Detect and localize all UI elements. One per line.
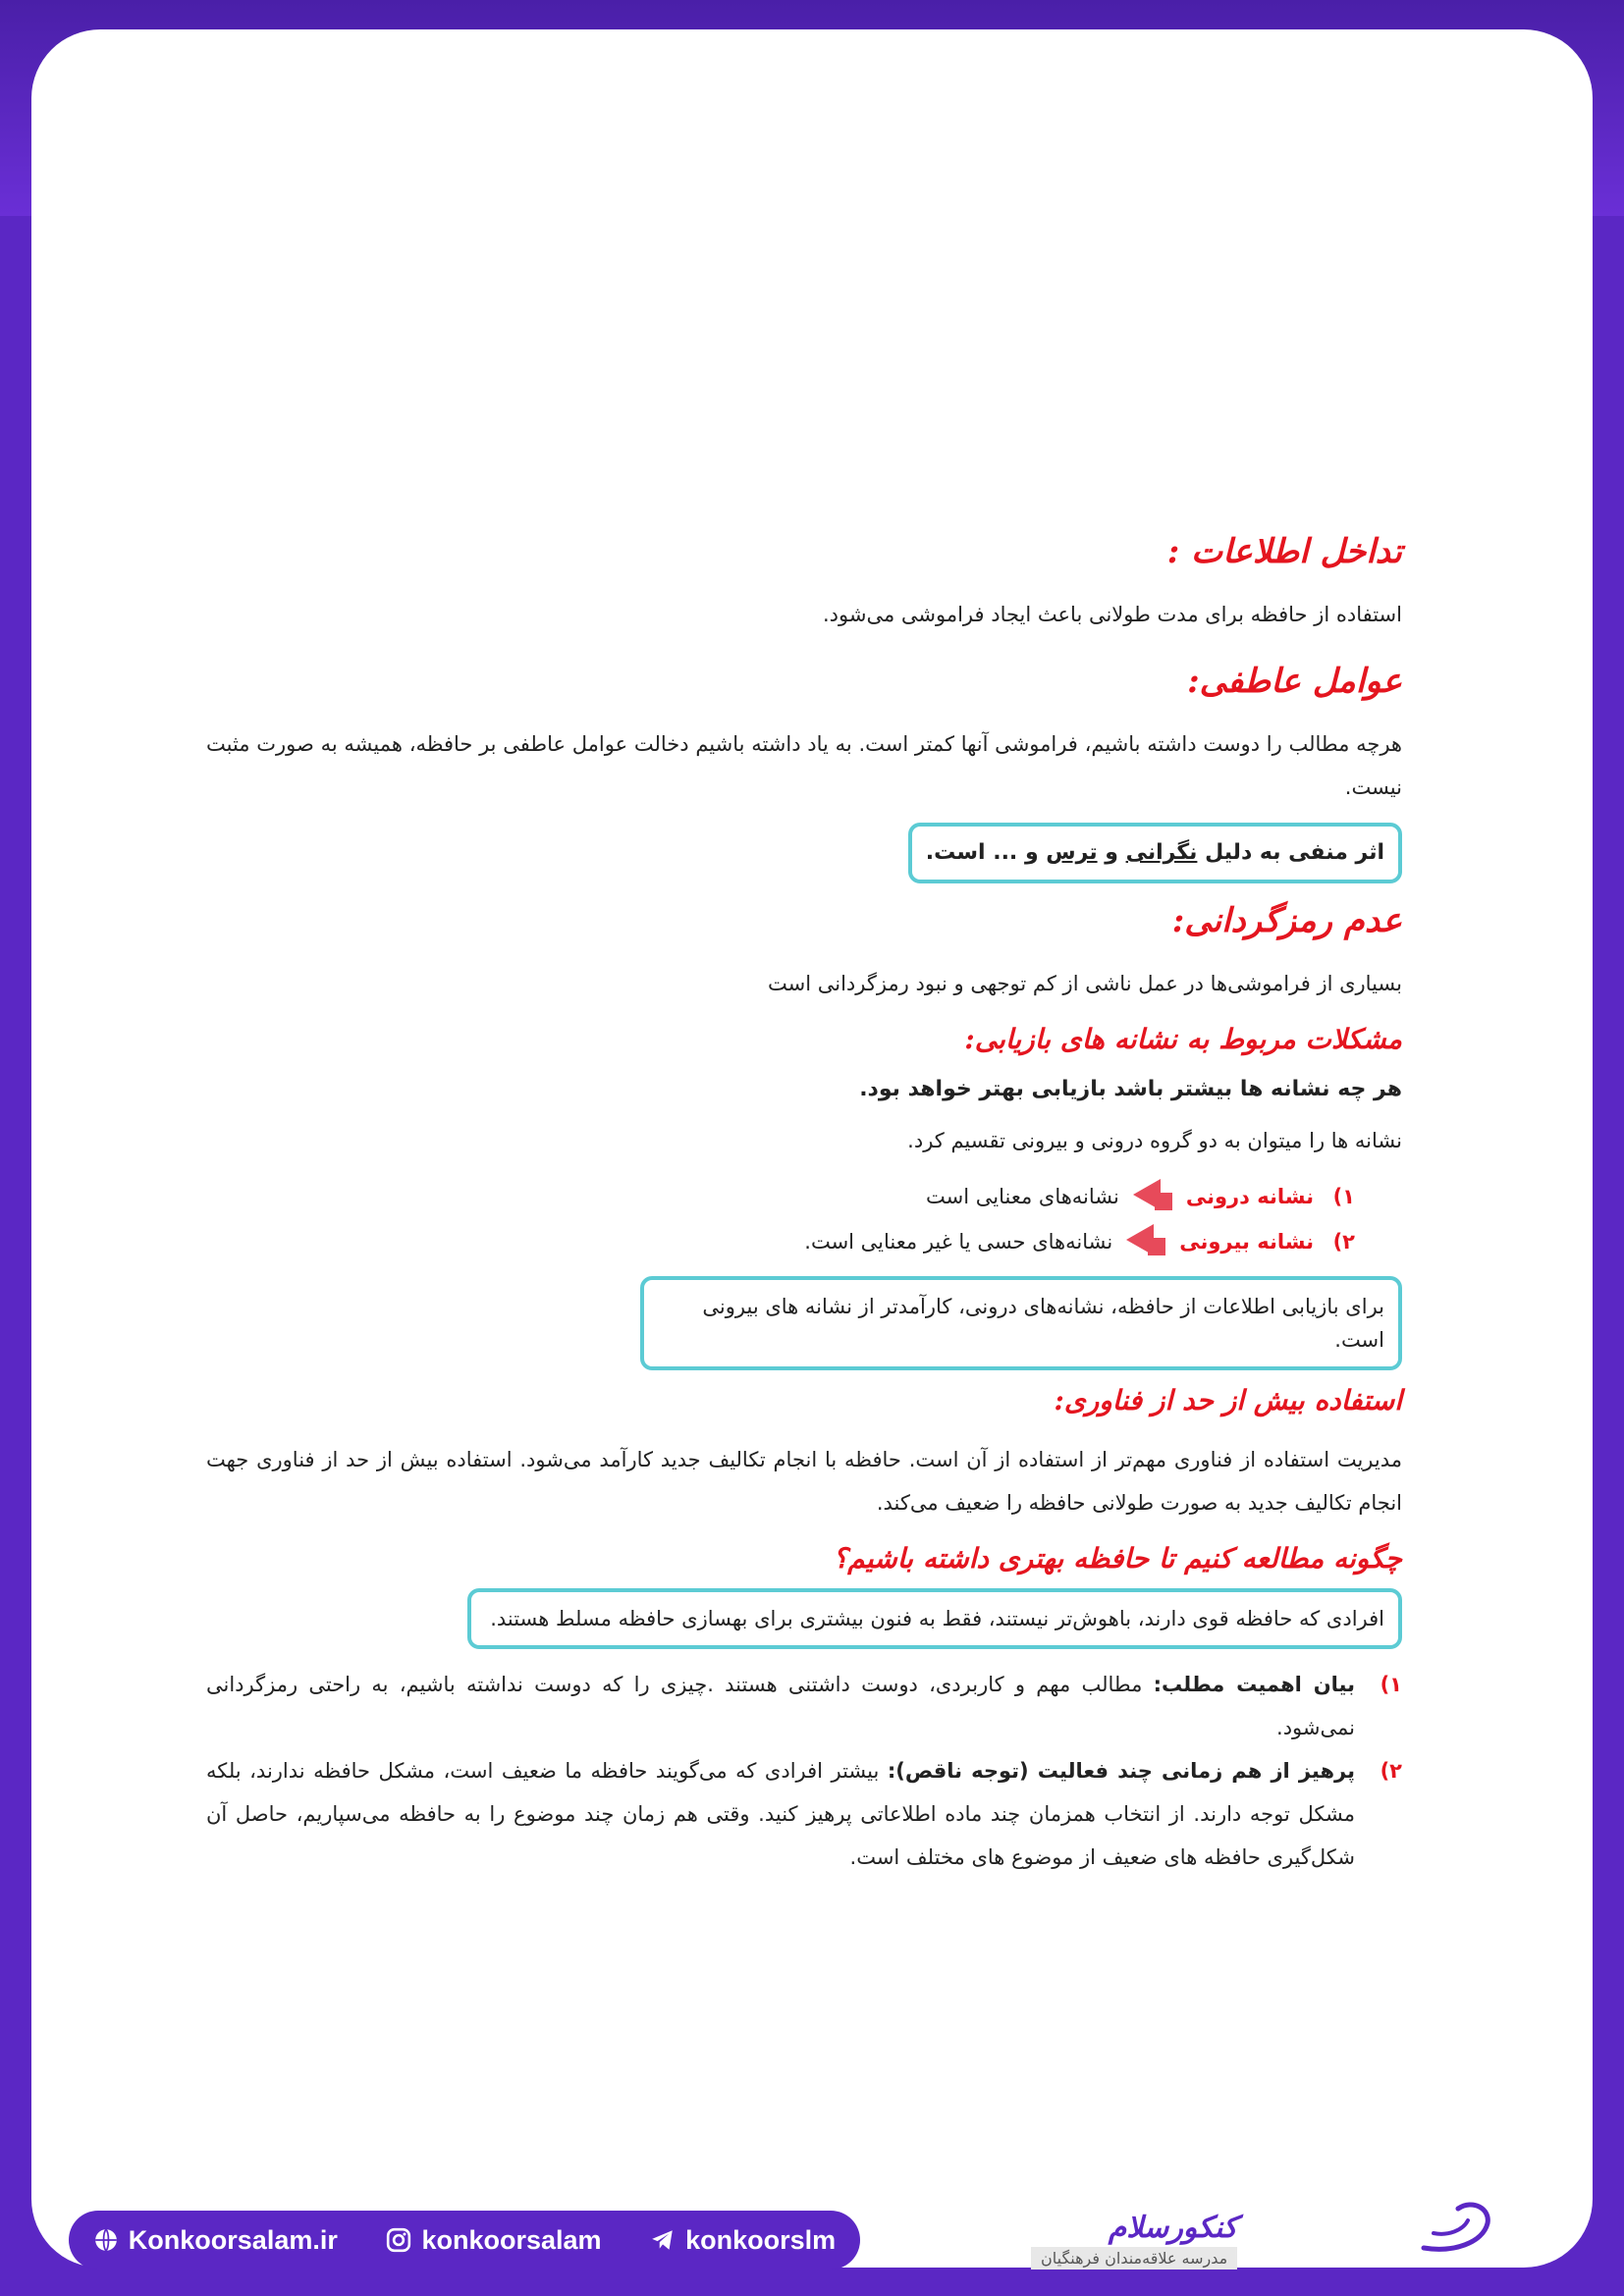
emotional-note-fear: ترس: [1046, 840, 1098, 865]
section-title-interference: تداخل اطلاعات :: [1166, 532, 1402, 571]
list-number: ۲): [1380, 1759, 1402, 1783]
emotional-note-b: و: [1097, 840, 1126, 865]
brand-block: [1031, 2211, 1237, 2269]
section-title-cues: مشکلات مربوط به نشانه های بازیابی:: [964, 1023, 1402, 1055]
section-title-study: چگونه مطالعه کنیم تا حافظه بهتری داشته باشیم؟: [833, 1542, 1402, 1575]
brand-name: کنکورسلام: [1108, 2211, 1238, 2245]
cue-list: [206, 1174, 1402, 1264]
footer-instagram[interactable]: [386, 2225, 601, 2256]
footer-telegram[interactable]: [650, 2225, 836, 2256]
tip-heading: بیان اهمیت مطلب:: [1153, 1673, 1355, 1696]
section-title-encoding: عدم رمزگردانی:: [1171, 901, 1402, 940]
study-note-box: افرادی که حافظه قوی دارند، باهوش‌تر نیستند، فقط به فنون بیشتری برای بهسازی حافظه مسلط هستند.: [467, 1588, 1402, 1649]
globe-icon: [93, 2227, 119, 2253]
interference-text: استفاده از حافظه برای مدت طولانی باعث ایجاد فراموشی می‌شود.: [823, 603, 1402, 626]
instagram-label: konkoorsalam: [421, 2224, 602, 2255]
section-title-emotional: عوامل عاطفی:: [1187, 662, 1402, 701]
emotional-note-box: [908, 823, 1402, 883]
cues-note-box: برای بازیابی اطلاعات از حافظه، نشانه‌های درونی، کارآمدتر از نشانه های بیرونی است.: [640, 1276, 1402, 1370]
emotional-text: هرچه مطالب را دوست داشته باشیم، فراموشی آنها کمتر است. به یاد داشته باشیم دخالت عوامل عاطفی بر حافظه، همیشه به صورت مثبت نیست.: [206, 732, 1402, 799]
cues-bold-text: هر چه نشانه ها بیشتر باشد بازیابی بهتر خواهد بود.: [859, 1077, 1402, 1101]
list-number: ۱): [1380, 1673, 1402, 1696]
technology-text: مدیریت استفاده از فناوری مهم‌تر از استفاده از آن است. حافظه با انجام تکالیف جدید کارآمد می‌شود. استفاده بیش از حد از فناوری جهت انجام تکالیف جدید به صورت طولانی حافظه را ضعیف می‌کند.: [206, 1448, 1402, 1515]
instagram-icon: [386, 2227, 411, 2253]
list-item: [206, 1663, 1402, 1749]
cue-desc: نشانه‌های حسی یا غیر معنایی است.: [804, 1230, 1113, 1254]
cues-text: نشانه ها را میتوان به دو گروه درونی و بیرونی تقسیم کرد.: [907, 1129, 1402, 1152]
arrow-left-icon: [1126, 1224, 1165, 1260]
brand-logo-icon: [1414, 2189, 1502, 2258]
telegram-label: konkoorslm: [685, 2224, 837, 2255]
tip-heading: پرهیز از هم زمانی چند فعالیت (توجه ناقص):: [887, 1759, 1356, 1783]
cue-number: ۱): [1332, 1185, 1355, 1208]
cue-desc: نشانه‌های معنایی است: [926, 1185, 1119, 1208]
encoding-text: بسیاری از فراموشی‌ها در عمل ناشی از کم توجهی و نبود رمزگردانی است: [768, 972, 1402, 995]
tip-text: بیشتر افرادی که می‌گویند حافظه ما ضعیف است، مشکل حافظه ندارند، بلکه مشکل توجه دارند. از انتخاب همزمان چند ماده اطلاعاتی پرهیز کنید. وقتی هم زمان چند موضوع را به حافظه می‌سپاریم، حاصل آن شکل‌گیری حافظه های ضعیف از موضوع های مختلف است.: [206, 1759, 1355, 1869]
cue-item-external: [206, 1219, 1355, 1264]
footer-contact-bar: [69, 2211, 860, 2269]
website-label: Konkoorsalam.ir: [128, 2224, 338, 2255]
arrow-left-icon: [1133, 1179, 1172, 1215]
cue-item-internal: [206, 1174, 1355, 1219]
study-tips-list: [206, 1663, 1402, 1879]
section-title-technology: استفاده بیش از حد از فناوری:: [1054, 1384, 1402, 1416]
emotional-note-anxiety: نگرانی: [1125, 840, 1198, 865]
cue-title: نشانه بیرونی: [1179, 1230, 1314, 1254]
brand-subtitle: مدرسه علاقه‌مندان فرهنگیان: [1031, 2247, 1237, 2269]
tip-text: مطالب مهم و کاربردی، دوست داشتنی هستند .چیزی را که دوست نداشته باشیم، به راحتی رمزگردانی نمی‌شود.: [206, 1673, 1355, 1739]
emotional-note-a: اثر منفی به دلیل: [1197, 840, 1384, 865]
page-content: [206, 520, 1402, 1879]
footer-website[interactable]: [93, 2225, 338, 2256]
cue-title: نشانه درونی: [1185, 1185, 1314, 1208]
emotional-note-c: و ... است.: [925, 840, 1047, 865]
list-item: [206, 1749, 1402, 1879]
telegram-icon: [650, 2227, 676, 2253]
cue-number: ۲): [1332, 1230, 1355, 1254]
